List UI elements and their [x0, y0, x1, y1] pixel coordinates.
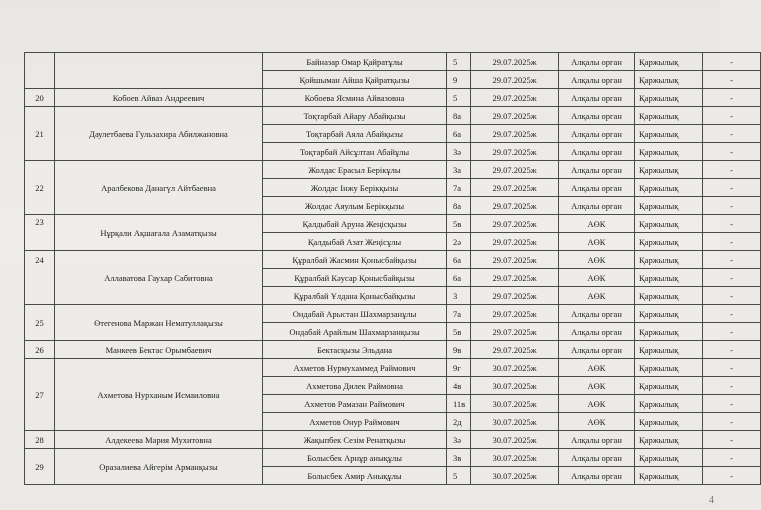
child-name: Қойшыман Айша Қайратқызы — [263, 71, 447, 89]
grade: 4в — [447, 377, 471, 395]
date: 29.07.2025ж — [471, 341, 559, 359]
grade: 3 — [447, 287, 471, 305]
date: 29.07.2025ж — [471, 287, 559, 305]
support-type: Қаржылық — [635, 269, 703, 287]
parent-name: Ахметова Нурханым Исмаиловна — [55, 359, 263, 431]
child-name: Ахметов Онур Раймович — [263, 413, 447, 431]
row-number: 25 — [25, 305, 55, 341]
date: 30.07.2025ж — [471, 467, 559, 485]
date: 29.07.2025ж — [471, 215, 559, 233]
note: - — [703, 71, 761, 89]
note: - — [703, 233, 761, 251]
parent-name: Даулетбаева Гульзахира Абилжановна — [55, 107, 263, 161]
note: - — [703, 89, 761, 107]
support-type: Қаржылық — [635, 53, 703, 71]
child-name: Тоқтарбай Айсұлтан Абайұлы — [263, 143, 447, 161]
parent-name: Оразалиева Айгерім Арманқызы — [55, 449, 263, 485]
support-type: Қаржылық — [635, 413, 703, 431]
parent-name: Манкеев Бектас Орымбаевич — [55, 341, 263, 359]
support-type: Қаржылық — [635, 377, 703, 395]
date: 30.07.2025ж — [471, 413, 559, 431]
organ: Алқалы орган — [559, 53, 635, 71]
date: 29.07.2025ж — [471, 233, 559, 251]
organ: АӨК — [559, 359, 635, 377]
grade: 9г — [447, 359, 471, 377]
date: 30.07.2025ж — [471, 359, 559, 377]
grade: 8а — [447, 197, 471, 215]
note: - — [703, 107, 761, 125]
support-type: Қаржылық — [635, 251, 703, 269]
child-name: Жолдас Аяулым Берікқызы — [263, 197, 447, 215]
support-type: Қаржылық — [635, 143, 703, 161]
organ: Алқалы орган — [559, 431, 635, 449]
support-type: Қаржылық — [635, 305, 703, 323]
note: - — [703, 323, 761, 341]
row-number: 21 — [25, 107, 55, 161]
page-number: 4 — [709, 495, 714, 506]
date: 29.07.2025ж — [471, 197, 559, 215]
date: 29.07.2025ж — [471, 251, 559, 269]
support-type: Қаржылық — [635, 179, 703, 197]
grade: 11в — [447, 395, 471, 413]
table-row — [25, 431, 761, 449]
support-type: Қаржылық — [635, 341, 703, 359]
table-row — [25, 161, 761, 179]
support-type: Қаржылық — [635, 89, 703, 107]
support-type: Қаржылық — [635, 233, 703, 251]
organ: Алқалы орган — [559, 89, 635, 107]
child-name: Жақыпбек Сезім Ренатқызы — [263, 431, 447, 449]
children-support-table — [24, 52, 761, 485]
parent-name — [55, 53, 263, 89]
child-name: Болысбек Амир Анықұлы — [263, 467, 447, 485]
grade: 3ә — [447, 143, 471, 161]
grade: 9в — [447, 341, 471, 359]
parent-name: Аллаватова Гаухар Сабитовна — [55, 251, 263, 305]
note: - — [703, 377, 761, 395]
parent-name: Кобоев Айваз Андреевич — [55, 89, 263, 107]
table-row — [25, 53, 761, 71]
row-number: 23 — [25, 215, 55, 251]
date: 29.07.2025ж — [471, 53, 559, 71]
note: - — [703, 143, 761, 161]
child-name: Қалдыбай Аруна Жеңісқызы — [263, 215, 447, 233]
child-name: Болысбек Арнұр анықұлы — [263, 449, 447, 467]
row-number: 24 — [25, 251, 55, 305]
child-name: Ахметов Нурмухаммед Раймович — [263, 359, 447, 377]
date: 29.07.2025ж — [471, 143, 559, 161]
note: - — [703, 449, 761, 467]
table-row — [25, 251, 761, 269]
grade: 8а — [447, 107, 471, 125]
grade: 5в — [447, 215, 471, 233]
organ: Алқалы орган — [559, 197, 635, 215]
grade: 7а — [447, 179, 471, 197]
parent-name: Нұрқали Ақшағала Азаматқызы — [55, 215, 263, 251]
support-type: Қаржылық — [635, 107, 703, 125]
grade: 3а — [447, 161, 471, 179]
organ: Алқалы орган — [559, 143, 635, 161]
organ: Алқалы орган — [559, 323, 635, 341]
child-name: Кобоева Ясмина Айвазовна — [263, 89, 447, 107]
date: 29.07.2025ж — [471, 125, 559, 143]
note: - — [703, 359, 761, 377]
date: 29.07.2025ж — [471, 107, 559, 125]
row-number: 26 — [25, 341, 55, 359]
child-name: Ондабай Арайлым Шахмарзанқызы — [263, 323, 447, 341]
date: 29.07.2025ж — [471, 89, 559, 107]
child-name: Құралбай Кәусар Қонысбайқызы — [263, 269, 447, 287]
organ: АӨК — [559, 269, 635, 287]
parent-name: Аралбекова Данагүл Айтбаевна — [55, 161, 263, 215]
support-type: Қаржылық — [635, 197, 703, 215]
row-number: 27 — [25, 359, 55, 431]
grade: 3ә — [447, 431, 471, 449]
child-name: Құралбай Жасмин Қонысбайқызы — [263, 251, 447, 269]
row-number — [25, 53, 55, 89]
date: 30.07.2025ж — [471, 377, 559, 395]
table-row — [25, 215, 761, 233]
note: - — [703, 215, 761, 233]
support-type: Қаржылық — [635, 215, 703, 233]
support-type: Қаржылық — [635, 125, 703, 143]
child-name: Байназар Омар Қайратұлы — [263, 53, 447, 71]
note: - — [703, 413, 761, 431]
support-type: Қаржылық — [635, 161, 703, 179]
child-name: Құралбай Ұлдана Қонысбайқызы — [263, 287, 447, 305]
organ: АӨК — [559, 395, 635, 413]
grade: 5 — [447, 53, 471, 71]
grade: 6а — [447, 269, 471, 287]
grade: 3в — [447, 449, 471, 467]
row-number: 29 — [25, 449, 55, 485]
table-row — [25, 449, 761, 467]
child-name: Ондабай Арыстан Шахмарзанұлы — [263, 305, 447, 323]
child-name: Тоқтарбай Аяла Абайқызы — [263, 125, 447, 143]
grade: 5 — [447, 467, 471, 485]
grade: 5 — [447, 89, 471, 107]
grade: 7а — [447, 305, 471, 323]
support-type: Қаржылық — [635, 287, 703, 305]
support-type: Қаржылық — [635, 71, 703, 89]
support-type: Қаржылық — [635, 431, 703, 449]
row-number: 20 — [25, 89, 55, 107]
note: - — [703, 125, 761, 143]
date: 30.07.2025ж — [471, 449, 559, 467]
support-type: Қаржылық — [635, 359, 703, 377]
organ: Алқалы орган — [559, 107, 635, 125]
note: - — [703, 305, 761, 323]
note: - — [703, 395, 761, 413]
organ: Алқалы орган — [559, 341, 635, 359]
grade: 2д — [447, 413, 471, 431]
child-name: Тоқтарбай Айару Абайқызы — [263, 107, 447, 125]
date: 29.07.2025ж — [471, 71, 559, 89]
organ: АӨК — [559, 215, 635, 233]
row-number: 22 — [25, 161, 55, 215]
table-row — [25, 341, 761, 359]
organ: Алқалы орган — [559, 467, 635, 485]
date: 30.07.2025ж — [471, 395, 559, 413]
note: - — [703, 251, 761, 269]
organ: Алқалы орган — [559, 125, 635, 143]
date: 29.07.2025ж — [471, 323, 559, 341]
grade: 9 — [447, 71, 471, 89]
grade: 6а — [447, 125, 471, 143]
organ: АӨК — [559, 251, 635, 269]
child-name: Ахметов Рамазан Раймович — [263, 395, 447, 413]
child-name: Жолдас Інжу Берікқызы — [263, 179, 447, 197]
organ: Алқалы орган — [559, 179, 635, 197]
organ: АӨК — [559, 233, 635, 251]
parent-name: Өтегенова Маржан Нематуллақызы — [55, 305, 263, 341]
organ: АӨК — [559, 377, 635, 395]
support-type: Қаржылық — [635, 449, 703, 467]
organ: Алқалы орган — [559, 161, 635, 179]
date: 29.07.2025ж — [471, 305, 559, 323]
note: - — [703, 467, 761, 485]
note: - — [703, 341, 761, 359]
support-type: Қаржылық — [635, 395, 703, 413]
row-number: 28 — [25, 431, 55, 449]
note: - — [703, 431, 761, 449]
note: - — [703, 161, 761, 179]
table-row — [25, 359, 761, 377]
note: - — [703, 179, 761, 197]
organ: Алқалы орган — [559, 71, 635, 89]
child-name: Қалдыбай Азат Жеңісұлы — [263, 233, 447, 251]
note: - — [703, 287, 761, 305]
note: - — [703, 53, 761, 71]
child-name: Ахметова Дилек Раймовна — [263, 377, 447, 395]
organ: АӨК — [559, 287, 635, 305]
organ: АӨК — [559, 413, 635, 431]
child-name: Жолдас Ерасыл Берікұлы — [263, 161, 447, 179]
note: - — [703, 269, 761, 287]
parent-name: Алдекеева Мария Мухитовна — [55, 431, 263, 449]
date: 30.07.2025ж — [471, 431, 559, 449]
organ: Алқалы орган — [559, 305, 635, 323]
table-row — [25, 89, 761, 107]
support-type: Қаржылық — [635, 323, 703, 341]
grade: 5в — [447, 323, 471, 341]
grade: 2ә — [447, 233, 471, 251]
child-name: Бектасқызы Эльдана — [263, 341, 447, 359]
date: 29.07.2025ж — [471, 179, 559, 197]
date: 29.07.2025ж — [471, 161, 559, 179]
table-row — [25, 107, 761, 125]
organ: Алқалы орган — [559, 449, 635, 467]
note: - — [703, 197, 761, 215]
support-type: Қаржылық — [635, 467, 703, 485]
grade: 6а — [447, 251, 471, 269]
table-row — [25, 305, 761, 323]
date: 29.07.2025ж — [471, 269, 559, 287]
